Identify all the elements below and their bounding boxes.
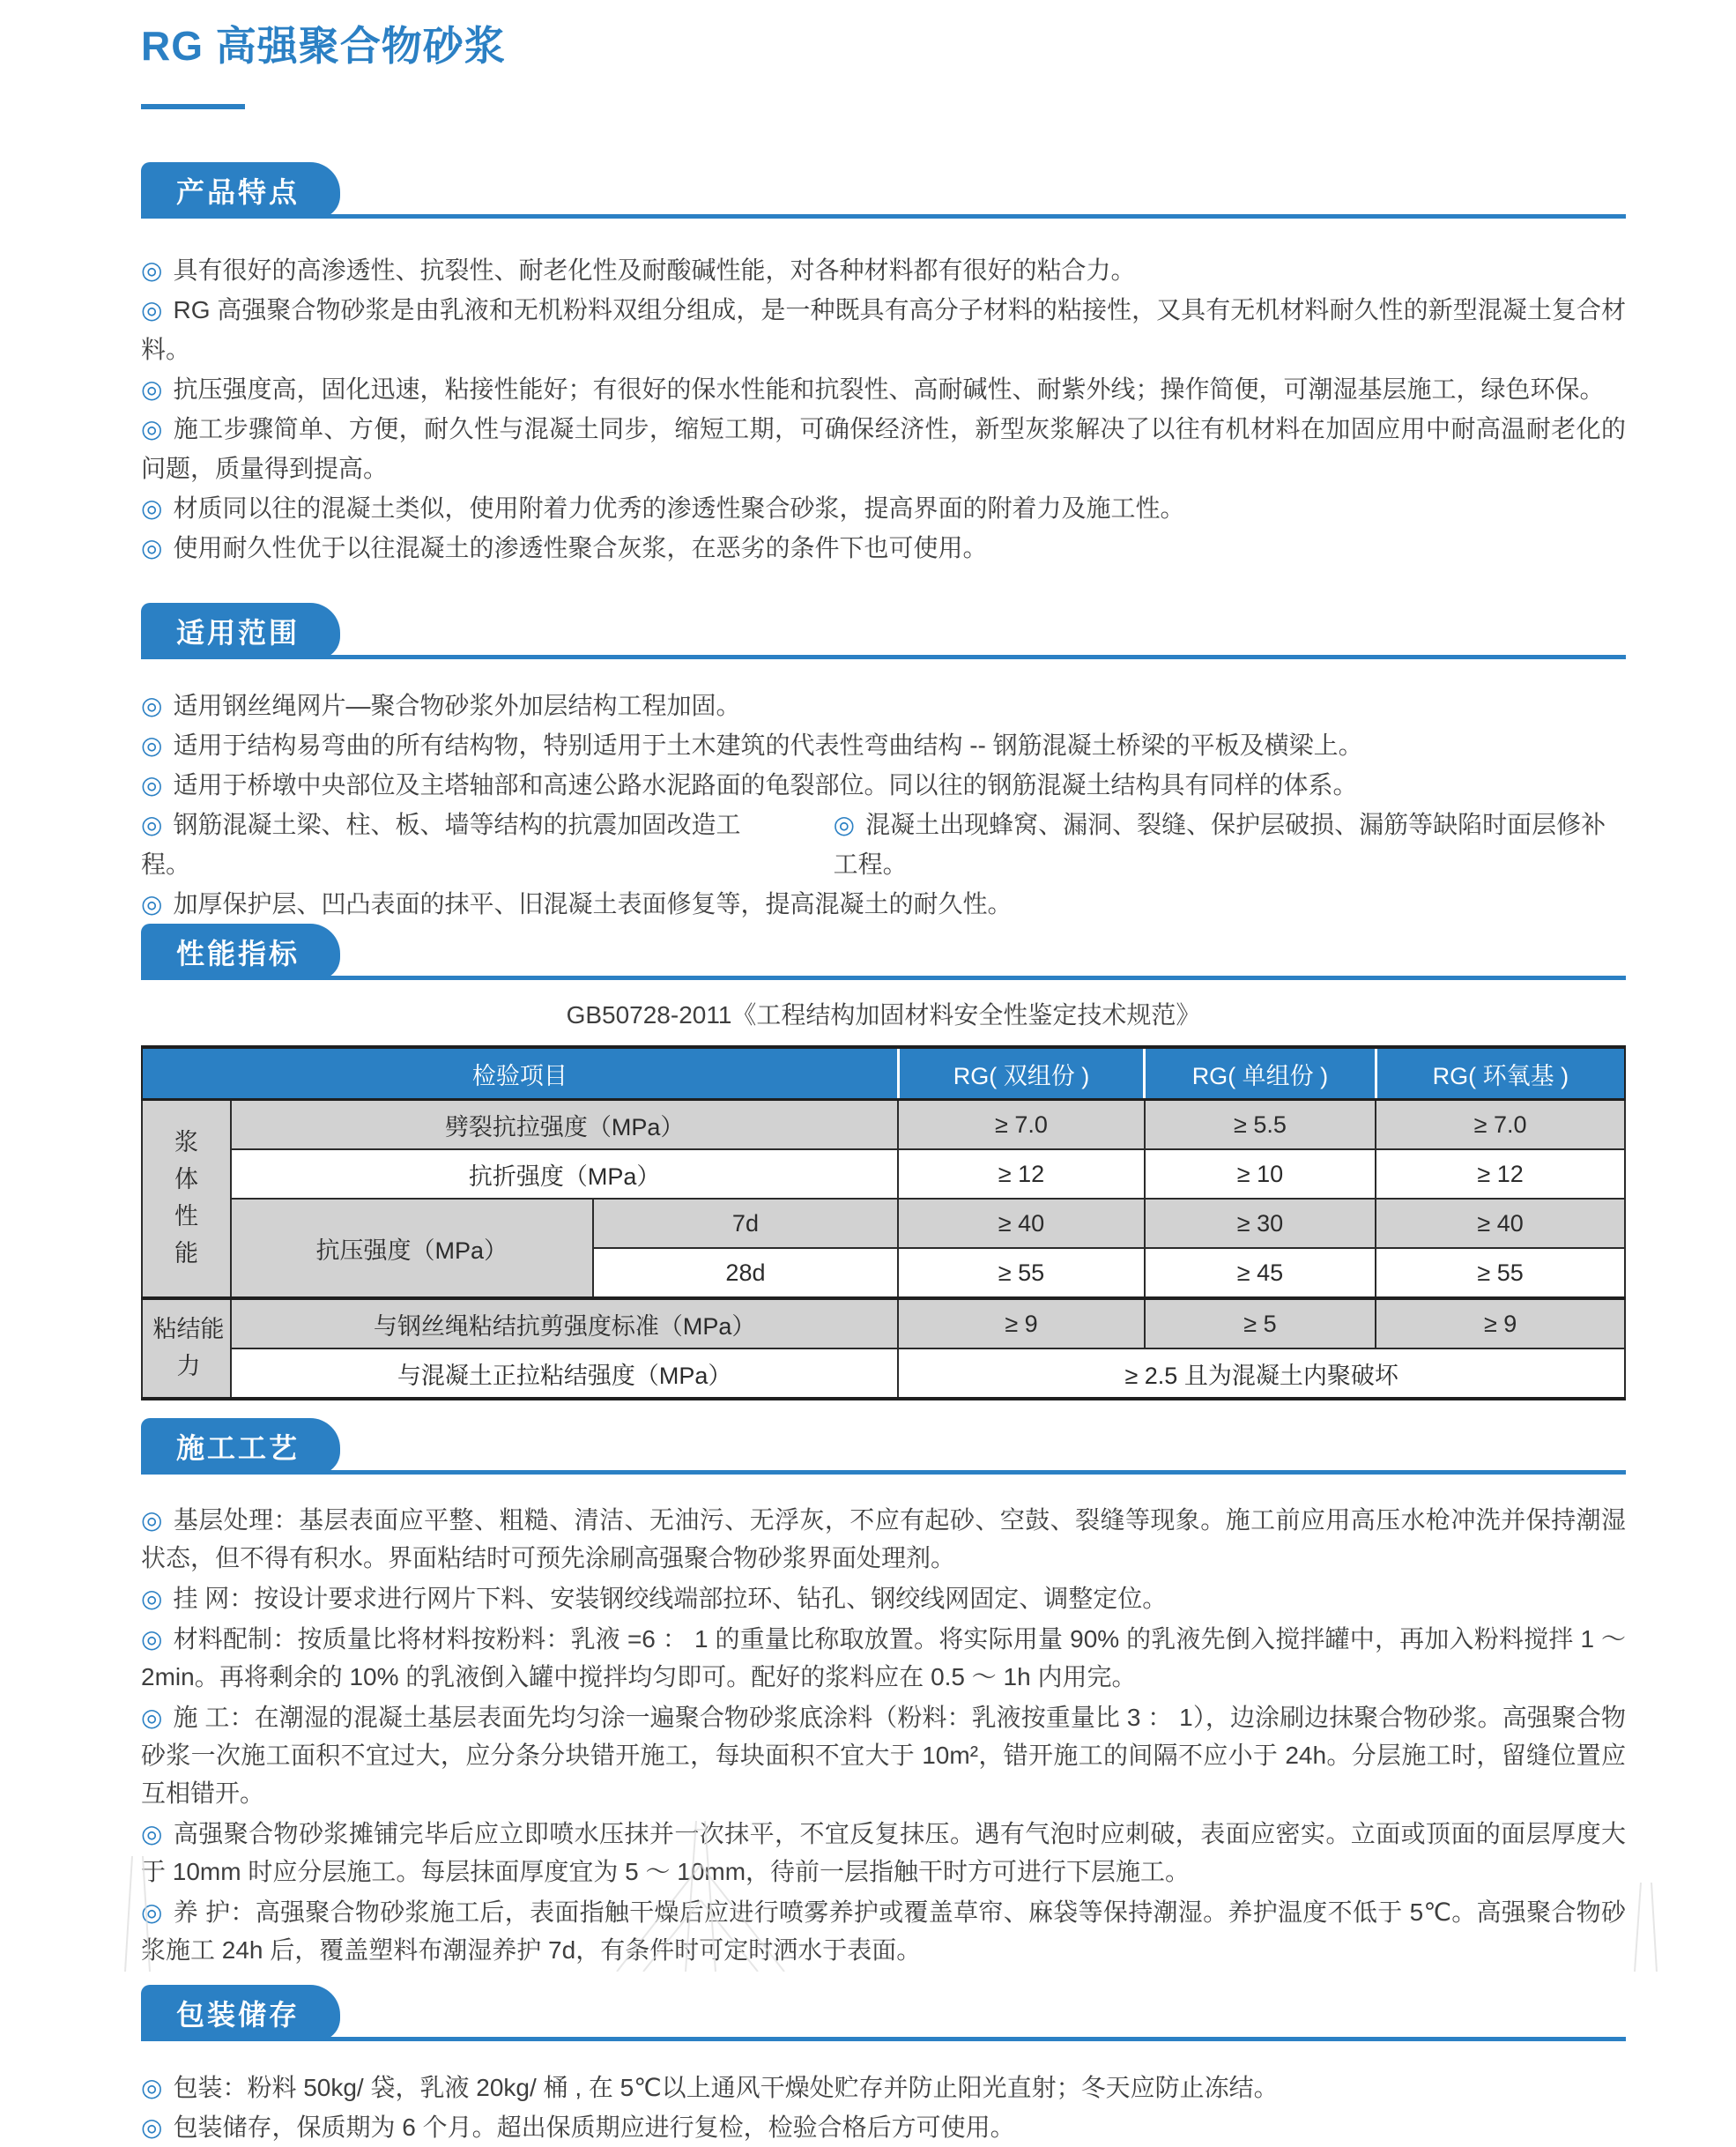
table-row [142,1100,1625,1150]
table-row [142,1348,1625,1399]
bullet-icon: ◎ [141,692,163,719]
table-cell: 7d [593,1199,899,1248]
table-cell: ≥ 30 [1145,1199,1376,1248]
list-item-text: 抗压强度高，固化迅速，粘接性能好；有很好的保水性能和抗裂性、高耐碱性、耐紫外线；操作简便，可潮湿基层施工，绿色环保。 [173,375,1605,403]
table-cell: 抗折强度（MPa） [231,1149,898,1199]
section-badge-scope: 适用范围 [141,603,340,659]
list-item-text: 混凝土出现蜂窝、漏洞、裂缝、保护层破损、漏筋等缺陷时面层修补工程。 [833,811,1606,878]
title-underline [141,104,245,109]
column-header: RG( 环氧基 ) [1376,1047,1625,1100]
performance-table [141,1045,1626,1400]
table-cell: ≥ 7.0 [1376,1100,1625,1150]
bullet-icon: ◎ [833,811,856,838]
list-item-text: 适用于桥墩中央部位及主塔轴部和高速公路水泥路面的龟裂部位。同以往的钢筋混凝土结构具有同样的体系。 [173,771,1358,799]
section-header-packaging [141,1985,1626,2041]
table-cell: ≥ 10 [1145,1149,1376,1199]
section-badge-process: 施工工艺 [141,1418,340,1475]
list-item-text: 包装：粉料 50kg/ 袋，乳液 20kg/ 桶 , 在 5℃以上通风干燥处贮存并防止阳光直射；冬天应防止冻结。 [173,2074,1279,2101]
bullet-icon: ◎ [141,890,163,917]
table-cell: ≥ 40 [898,1199,1144,1248]
table-cell: ≥ 2.5 且为混凝土内聚破坏 [898,1348,1625,1399]
list-item-text: 材质同以往的混凝土类似，使用附着力优秀的渗透性聚合砂浆，提高界面的附着力及施工性。 [173,494,1185,522]
table-cell: ≥ 9 [1376,1298,1625,1348]
table-caption: GB50728-2011《工程结构加固材料安全性鉴定技术规范》 [566,1001,1201,1029]
table-row [142,1199,1625,1248]
table-cell: 抗压强度（MPa） [231,1199,593,1298]
list-item-text: 使用耐久性优于以往混凝土的渗透性聚合灰浆，在恶劣的条件下也可使用。 [173,534,988,561]
list-item-text: 养 护：高强聚合物砂浆施工后，表面指触干燥后应进行喷雾养护或覆盖草帘、麻袋等保持潮湿。养护温度不低于 5℃。高强聚合物砂浆施工 24h 后，覆盖塑料布潮湿养护 7d，有条件时可定时洒水于表面。 [141,1898,1626,1964]
bullet-icon: ◎ [141,296,163,323]
section-header-scope [141,603,1626,659]
list-item [141,1698,1626,1812]
list-item [141,528,1626,568]
list-item-text: 基层处理：基层表面应平整、粗糙、清洁、无油污、无浮灰，不应有起砂、空鼓、裂缝等现象。施工前应用高压水枪冲洗并保持潮湿状态，但不得有积水。界面粘结时可预先涂刷高强聚合物砂浆界面处理剂。 [141,1506,1626,1571]
table-cell: ≥ 12 [1376,1149,1625,1199]
bullet-icon: ◎ [141,415,163,442]
packaging-list [141,2068,1626,2147]
table-cell: ≥ 5 [1145,1298,1376,1348]
features-list [141,250,1626,568]
list-item [141,1501,1626,1577]
table-cell: ≥ 9 [898,1298,1144,1348]
section-badge-features: 产品特点 [141,162,340,219]
list-item-pair [141,805,1626,884]
table-row [142,1298,1625,1348]
list-item-text: 施工步骤简单、方便，耐久性与混凝土同步，缩短工期，可确保经济性，新型灰浆解决了以往有机材料在加固应用中耐高温耐老化的问题，质量得到提高。 [141,415,1626,482]
bullet-icon: ◎ [141,811,163,838]
list-item [141,805,749,884]
list-item [141,1815,1626,1891]
table-row [142,1149,1625,1199]
bullet-icon: ◎ [141,375,163,403]
bullet-icon: ◎ [141,1625,163,1653]
section-badge-packaging: 包装储存 [141,1985,340,2041]
column-header: RG( 双组份 ) [898,1047,1144,1100]
table-cell: ≥ 7.0 [898,1100,1144,1150]
bullet-icon: ◎ [141,494,163,522]
table-cell: 与混凝土正拉粘结强度（MPa） [231,1348,898,1399]
document-page [0,14,1736,2141]
section-header-performance [141,924,1626,980]
list-item [141,250,1626,290]
list-item-text: 钢筋混凝土梁、柱、板、墙等结构的抗震加固改造工程。 [141,811,741,878]
bullet-icon: ◎ [141,732,163,759]
section-rule [141,655,1626,659]
list-item-text: 挂 网：按设计要求进行网片下料、安装钢绞线端部拉环、钻孔、钢绞线网固定、调整定位。 [173,1585,1168,1612]
list-item [141,884,1626,924]
list-item [141,725,1626,765]
list-item-text: 施 工：在潮湿的混凝土基层表面先均匀涂一遍聚合物砂浆底涂料（粉料：乳液按重量比 3 ： 1），边涂刷边抹聚合物砂浆。高强聚合物砂浆一次施工面积不宜过大，应分条分块错开施工，每块面积不宜大于 10m²，错开施工的间隔不应小于 24h。分层施工时，留缝位置应互相错开。 [141,1704,1626,1807]
list-item [141,686,1626,725]
section-rule [141,976,1626,980]
list-item [141,2107,1626,2147]
list-item [141,1579,1626,1617]
bullet-icon: ◎ [141,1898,163,1926]
list-item [141,290,1626,369]
row-group-header: 粘结能力 [142,1298,231,1399]
list-item-text: 加厚保护层、凹凸表面的抹平、旧混凝土表面修复等，提高混凝土的耐久性。 [173,890,1013,917]
table-cell: ≥ 5.5 [1145,1100,1376,1150]
section-rule [141,214,1626,219]
bullet-icon: ◎ [141,1704,163,1731]
list-item [141,1620,1626,1696]
list-item [141,765,1626,805]
bullet-icon: ◎ [141,2114,163,2141]
list-item [141,1893,1626,1969]
list-item [141,2068,1626,2107]
list-item-text: 材料配制：按质量比将材料按粉料：乳液 =6 ： 1 的重量比称取放置。将实际用量 90% 的乳液先倒入搅拌罐中，再加入粉料搅拌 1 ～ 2min。再将剩余的 10% 的乳液倒入罐中搅拌均匀即可。配好的浆料应在 0.5 ～ 1h 内用完。 [141,1625,1626,1690]
section-rule [141,2037,1626,2041]
table-cell: ≥ 12 [898,1149,1144,1199]
list-item [141,409,1626,488]
section-header-features [141,162,1626,219]
list-item-text: 适用于结构易弯曲的所有结构物，特别适用于土木建筑的代表性弯曲结构 -- 钢筋混凝土桥梁的平板及横梁上。 [173,732,1363,759]
table-cell: ≥ 45 [1145,1248,1376,1298]
process-list [141,1501,1626,1969]
list-item-text: RG 高强聚合物砂浆是由乳液和无机粉料双组分组成，是一种既具有高分子材料的粘接性，又具有无机材料耐久性的新型混凝土复合材料。 [141,296,1626,363]
section-header-process [141,1418,1626,1475]
row-group-header: 浆体性能 [142,1100,231,1299]
table-cell: ≥ 55 [1376,1248,1625,1298]
column-header: 检验项目 [142,1047,898,1100]
section-rule [141,1470,1626,1475]
list-item [141,369,1626,409]
list-item [834,805,1626,884]
table-header-row [142,1047,1625,1100]
list-item-text: 具有很好的高渗透性、抗裂性、耐老化性及耐酸碱性能，对各种材料都有很好的粘合力。 [173,256,1136,284]
table-cell: ≥ 40 [1376,1199,1625,1248]
table-cell: 劈裂抗拉强度（MPa） [231,1100,898,1150]
table-cell: 28d [593,1248,899,1298]
column-header: RG( 单组份 ) [1145,1047,1376,1100]
table-cell: 与钢丝绳粘结抗剪强度标准（MPa） [231,1298,898,1348]
bullet-icon: ◎ [141,2074,163,2101]
table-cell: ≥ 55 [898,1248,1144,1298]
list-item [141,488,1626,528]
bullet-icon: ◎ [141,534,163,561]
section-badge-performance: 性能指标 [141,924,340,980]
bullet-icon: ◎ [141,256,163,284]
bullet-icon: ◎ [141,1506,163,1534]
list-item-text: 高强聚合物砂浆摊铺完毕后应立即喷水压抹并一次抹平，不宜反复抹压。遇有气泡时应刺破，表面应密实。立面或顶面的面层厚度大于 10mm 时应分层施工。每层抹面厚度宜为 5 ～ 10mm，待前一层指触干时方可进行下层施工。 [141,1820,1626,1885]
scope-list [141,686,1626,924]
bullet-icon: ◎ [141,1585,163,1612]
bullet-icon: ◎ [141,771,163,799]
bullet-icon: ◎ [141,1820,163,1847]
list-item-text: 适用钢丝绳网片—聚合物砂浆外加层结构工程加固。 [173,692,741,719]
list-item-text: 包装储存，保质期为 6 个月。超出保质期应进行复检，检验合格后方可使用。 [173,2114,1015,2141]
page-title: RG 高强聚合物砂浆 [141,23,506,69]
